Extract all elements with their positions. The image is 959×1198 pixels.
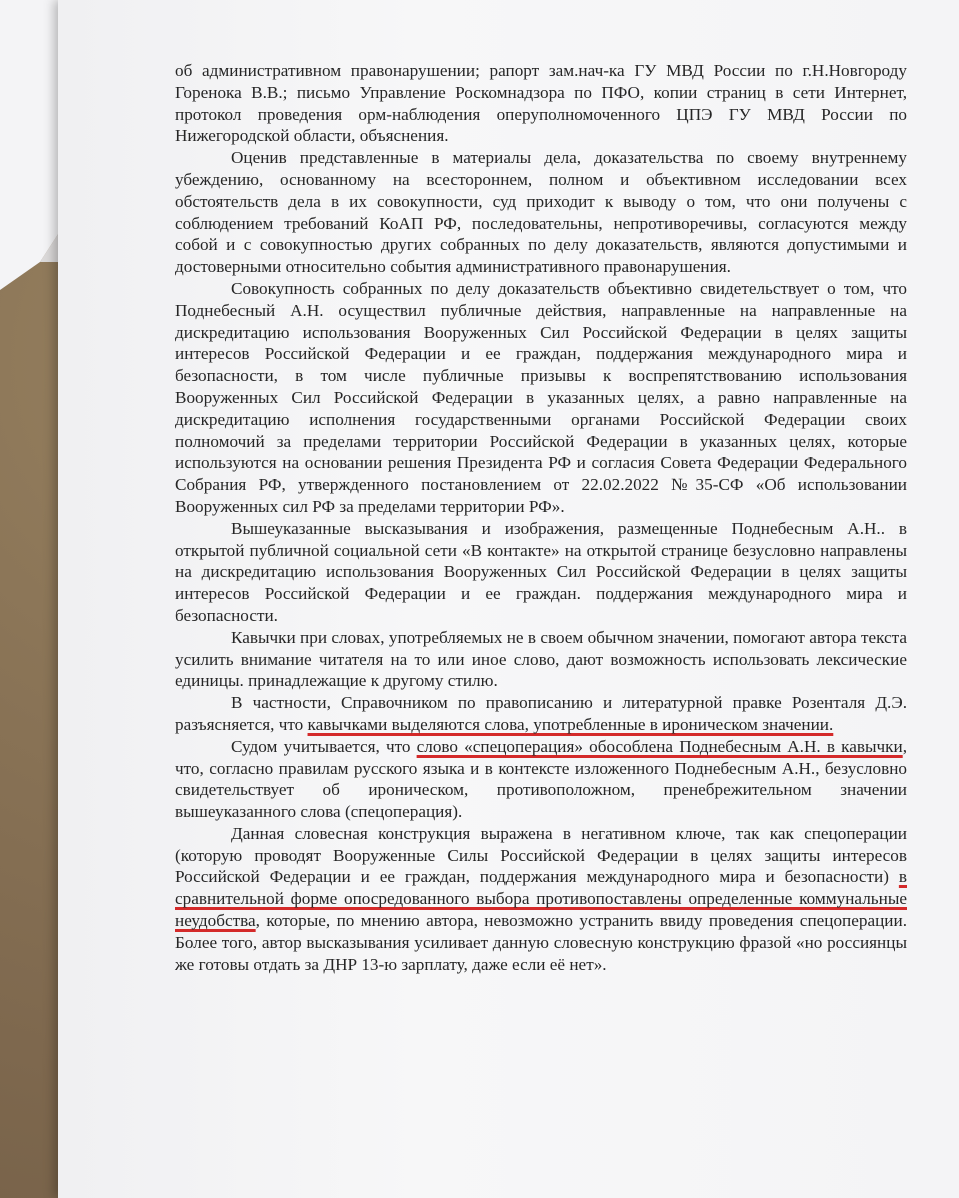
text-segment: об административном правонарушении; рапорт зам.нач-ка ГУ МВД России по г.Н.Новгороду Горенока В.В.; письмо Управление Роскомнадзора по ПФО, копии страниц в сети Интернет, протокол проведения орм-наблюдения оперуполномоченного ЦПЭ ГУ МВД России по Нижегородской области, объяснения. xyxy=(175,61,907,146)
paragraph xyxy=(175,736,907,823)
paragraph xyxy=(175,823,907,976)
text-segment: Судом учитывается, что xyxy=(231,736,417,756)
paragraph xyxy=(175,278,907,518)
paragraph xyxy=(175,627,907,692)
text-segment: Данная словесная конструкция выражена в негативном ключе, так как спецоперации (которую проводят Вооруженные Силы Российской Федерации в целях защиты интересов Российской Федерации и ее граждан, поддержания международного мира и безопасности) xyxy=(175,823,907,887)
text-segment: Совокупность собранных по делу доказательств объективно свидетельствует о том, что Поднебесный А.Н. осуществил публичные действия, направленные на направленные на дискредитацию использования Вооруженных Сил Российской Федерации в целях защиты интересов Российской Федерации и ее граждан, поддержания международного мира и безопасности, в том числе публичные призывы к воспрепятствованию использования Вооруженных Сил Российской Федерации в указанных целях, а равно направленные на дискредитацию исполнения государственными органами Российской Федерации своих полномочий за пределами территории Российской Федерации в указанных целях, которые используются на основании решения Президента РФ и согласия Совета Федерации Федерального Собрания РФ, утвержденного постановлением от 22.02.2022 №35-СФ «Об использовании Вооруженных сил РФ за пределами территории РФ». xyxy=(175,278,907,516)
text-segment: , которые, по мнению автора, невозможно устранить ввиду проведения спецоперации. Более того, автор высказывания усиливает данную словесную конструкцию фразой «но россиянцы же готовы отдать за ДНР 13-ю зарплату, даже если её нет». xyxy=(175,911,907,974)
underlined-text: в сравнительной форме опосредованного выбора противопоставлены определенные коммунальные неудобства xyxy=(175,867,907,931)
text-segment: , что, согласно правилам русского языка и в контексте изложенного Поднебесным А.Н., безусловно свидетельствует об ироническом, противоположном, пренебрежительном значении вышеуказанного слова (спецоперация). xyxy=(175,736,907,822)
paragraph xyxy=(175,60,907,147)
paragraph xyxy=(175,518,907,627)
paragraph xyxy=(175,692,907,736)
underlined-text: слово «спецоперация» обособлена Поднебесным А.Н. в кавычки xyxy=(416,736,903,756)
text-segment: В частности, Справочником по правописанию и литературной правке Розенталя Д.Э. разъясняется, что xyxy=(175,693,907,734)
text-segment: Оценив представленные в материалы дела, доказательства по своему внутреннему убеждению, основанному на всестороннем, полном и объективном исследовании всех обстоятельств дела в их совокупности, суд приходит к выводу о том, что они получены с соблюдением требований КоАП РФ, последовательны, непротиворечивы, согласуются между собой и с совокупностью других собранных по делу доказательств, являются допустимыми и достоверными относительно события административного правонарушения. xyxy=(175,148,907,277)
paragraph xyxy=(175,147,907,278)
document-body xyxy=(175,60,907,975)
text-segment: Вышеуказанные высказывания и изображения, размещенные Поднебесным А.Н.. в открытой публичной социальной сети «В контакте» на открытой странице безусловно направлены на дискредитацию использования Вооруженных Сил Российской Федерации в целях защиты интересов Российской Федерации и ее граждан. поддержания международного мира и безопасности. xyxy=(175,518,907,625)
underlined-text: кавычками выделяются слова, употребленные в ироническом значении. xyxy=(307,714,834,734)
text-segment: Кавычки при словах, употребляемых не в своем обычном значении, помогают автора текста усилить внимание читателя на то или иное слово, дают возможность использовать лексические единицы. принадлежащие к другому стилю. xyxy=(175,627,907,691)
